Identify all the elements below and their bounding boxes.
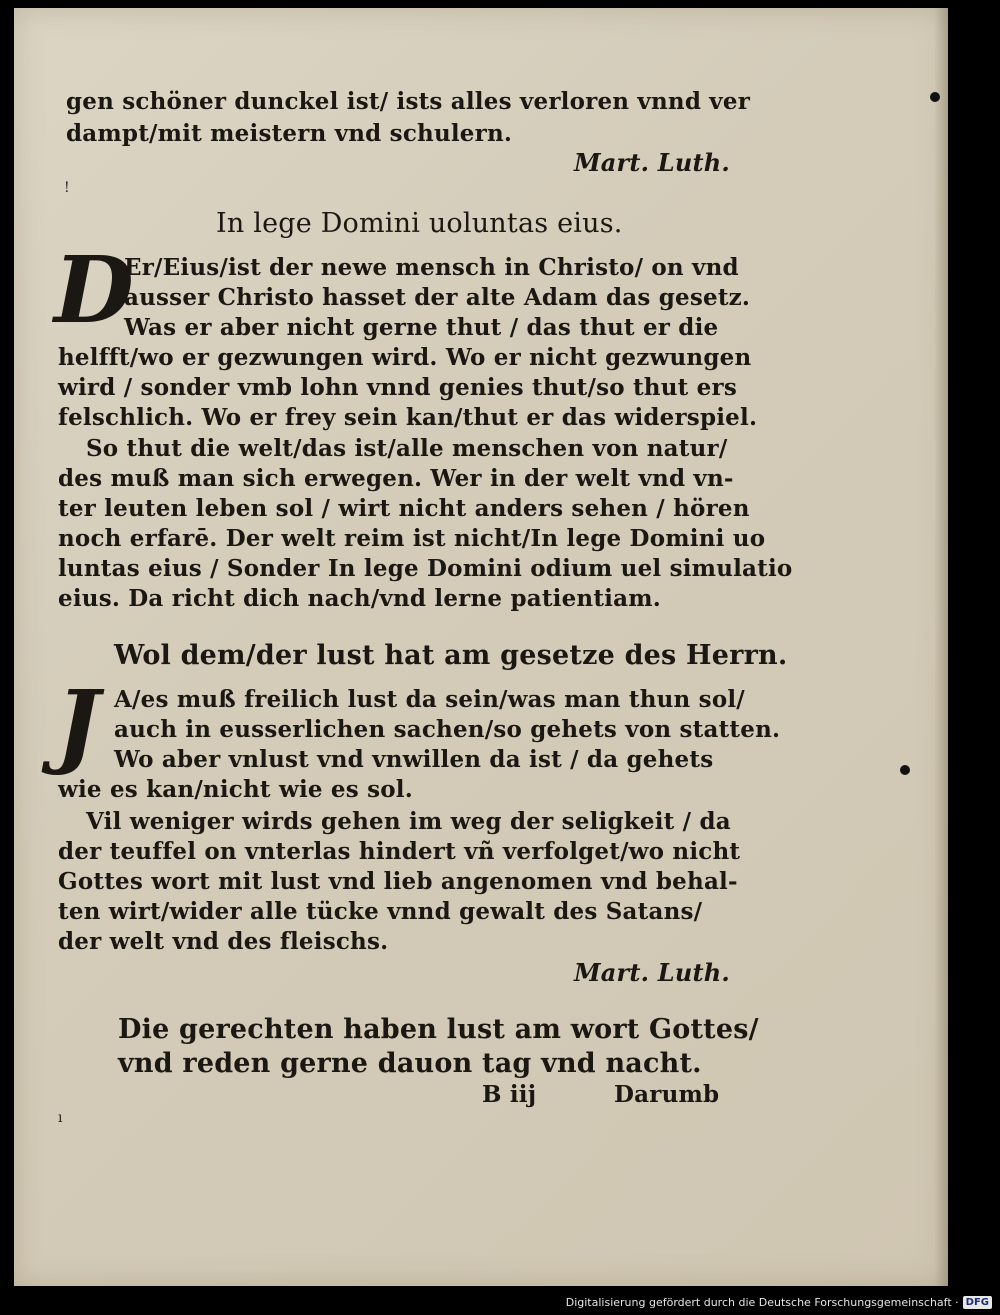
text-line: ten wirt/wider alle tücke vnnd gewalt des Satans/ bbox=[58, 898, 703, 925]
text-line: der teuffel on vnterlas hindert vñ verfolget/wo nicht bbox=[58, 838, 741, 865]
text-line: ter leuten leben sol / wirt nicht anders sehen / hören bbox=[58, 495, 750, 522]
footer-text: Digitalisierung gefördert durch die Deutsche Forschungsgemeinschaft · bbox=[565, 1295, 959, 1309]
signature: Mart. Luth. bbox=[574, 148, 730, 177]
text-line: gen schöner dunckel ist/ ists alles verloren vnnd ver bbox=[66, 88, 751, 115]
signature: Mart. Luth. bbox=[574, 958, 730, 987]
text-line: Gottes wort mit lust vnd lieb angenomen vnd behal- bbox=[58, 868, 738, 895]
page-fold-shadow bbox=[934, 8, 948, 1286]
signature-mark: B iij bbox=[482, 1081, 537, 1108]
section-heading: In lege Domini uoluntas eius. bbox=[216, 208, 623, 239]
text-line: Er/Eius/ist der newe mensch in Christo/ on vnd bbox=[124, 254, 739, 281]
text-line: eius. Da richt dich nach/vnd lerne patientiam. bbox=[58, 585, 661, 612]
decorated-initial: D bbox=[54, 236, 134, 344]
footer-credit bbox=[566, 1293, 992, 1311]
text-line: luntas eius / Sonder In lege Domini odium uel simulatio bbox=[58, 555, 793, 582]
dfg-logo: DFG bbox=[963, 1296, 992, 1309]
text-line: auch in eusserlichen sachen/so gehets von statten. bbox=[114, 716, 781, 743]
text-line: wie es kan/nicht wie es sol. bbox=[58, 776, 413, 803]
text-line: noch erfarē. Der welt reim ist nicht/In lege Domini uo bbox=[58, 525, 766, 552]
stray-mark: ! bbox=[64, 180, 70, 196]
text-line: felschlich. Wo er frey sein kan/thut er das widerspiel. bbox=[58, 404, 758, 431]
section-heading: Wol dem/der lust hat am gesetze des Herrn. bbox=[114, 640, 788, 671]
closing-verse-line: Die gerechten haben lust am wort Gottes/ bbox=[118, 1014, 759, 1045]
text-line: A/es muß freilich lust da sein/was man thun sol/ bbox=[114, 686, 745, 713]
text-line: So thut die welt/das ist/alle menschen von natur/ bbox=[86, 435, 728, 462]
catchword: Darumb bbox=[614, 1081, 720, 1108]
text-line: der welt vnd des fleischs. bbox=[58, 928, 389, 955]
text-line: wird / sonder vmb lohn vnnd genies thut/so thut ers bbox=[58, 374, 737, 401]
text-line: des muß man sich erwegen. Wer in der welt vnd vn- bbox=[58, 465, 734, 492]
text-line: dampt/mit meistern vnd schulern. bbox=[66, 120, 513, 147]
text-line: Was er aber nicht gerne thut / das thut er die bbox=[124, 314, 719, 341]
text-line: Wo aber vnlust vnd vnwillen da ist / da gehets bbox=[114, 746, 714, 773]
margin-dot bbox=[930, 92, 940, 102]
margin-dot bbox=[900, 765, 910, 775]
book-page bbox=[14, 8, 948, 1286]
text-line: ausser Christo hasset der alte Adam das gesetz. bbox=[124, 284, 751, 311]
text-line: helfft/wo er gezwungen wird. Wo er nicht gezwungen bbox=[58, 344, 752, 371]
decorated-initial: J bbox=[56, 670, 100, 778]
stray-mark: ı bbox=[58, 1110, 63, 1126]
closing-verse-line: vnd reden gerne dauon tag vnd nacht. bbox=[118, 1048, 702, 1079]
text-line: Vil weniger wirds gehen im weg der seligkeit / da bbox=[86, 808, 731, 835]
